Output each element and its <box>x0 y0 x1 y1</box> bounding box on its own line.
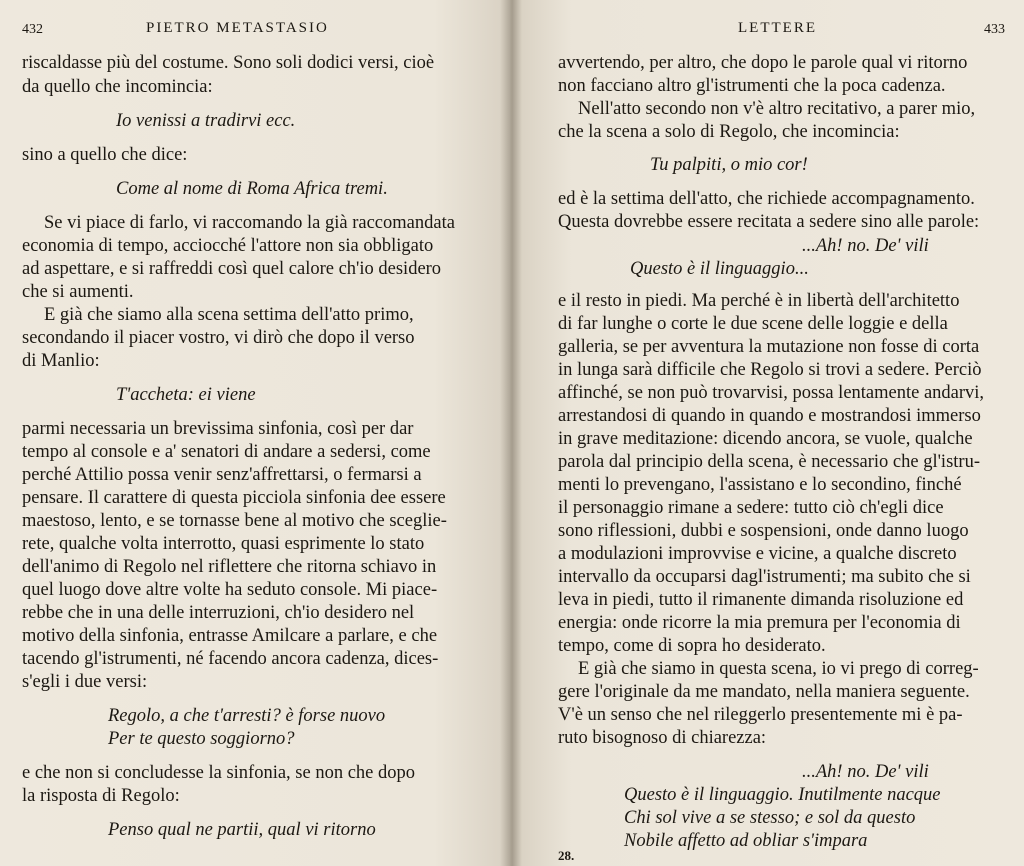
verse-line: ...Ah! no. De' vili <box>802 236 929 256</box>
text-line: sino a quello che dice: <box>22 145 188 165</box>
text-line: galleria, se per avventura la mutazione non fosse di corta <box>558 337 980 357</box>
text-line: rebbe che in una delle interruzioni, ch'io desidero nel <box>22 603 415 623</box>
verse-line: Nobile affetto ad obliar s'impara <box>624 831 868 851</box>
text-line: tacendo gl'istrumenti, né facendo ancora cadenza, dices- <box>22 649 439 669</box>
text-line: in lunga sarà difficile che Regolo si trovi a sedere. Perciò <box>558 360 982 380</box>
text-line: menti lo prevengano, l'assistano e lo secondino, finché <box>558 475 962 495</box>
text-line: parola dal principio della scena, è necessario che gl'istru- <box>558 452 980 472</box>
text-line: E già che siamo alla scena settima dell'atto primo, <box>44 305 414 325</box>
text-line: dell'animo di Regolo nel riflettere che ritorna schiavo in <box>22 557 437 577</box>
text-line: tempo al console e a' senatori di andare a sedersi, come <box>22 442 431 462</box>
left-running-head: PIETRO METASTASIO <box>146 20 329 36</box>
verse-line: Regolo, a che t'arresti? è forse nuovo <box>108 706 386 726</box>
text-line: motivo della sinfonia, entrasse Amilcare a parlare, e che <box>22 626 438 646</box>
text-line: ed è la settima dell'atto, che richiede accompagnamento. <box>558 189 975 209</box>
text-line: riscaldasse più del costume. Sono soli dodici versi, cioè <box>22 53 435 73</box>
text-line: affinché, se non può trovarvisi, possa lentamente andarvi, <box>558 383 985 403</box>
text-line: secondando il piacer vostro, vi dirò che dopo il verso <box>22 328 415 348</box>
text-line: Nell'atto secondo non v'è altro recitativo, a parer mio, <box>578 99 976 119</box>
text-line: tempo, come di sopra ho desiderato. <box>558 636 826 656</box>
text-line: il personaggio rimane a sedere: tutto ciò ch'egli dice <box>558 498 944 518</box>
verse-line: Io venissi a tradirvi ecc. <box>116 111 296 131</box>
text-line: e il resto in piedi. Ma perché è in libertà dell'architetto <box>558 291 960 311</box>
text-line: la risposta di Regolo: <box>22 786 180 806</box>
text-line: rete, qualche volta interrotto, quasi esprimente lo stato <box>22 534 425 554</box>
text-line: Questa dovrebbe essere recitata a sedere sino alle parole: <box>558 212 980 232</box>
right-running-head: LETTERE <box>738 20 817 36</box>
text-line: intervallo da occuparsi dagl'istrumenti; ma subito che si <box>558 567 971 587</box>
text-line: non facciano altro gl'istrumenti che la poca cadenza. <box>558 76 946 96</box>
verse-line: Per te questo soggiorno? <box>108 729 295 749</box>
text-line: a modulazioni improvvise e vicine, a qualche discreto <box>558 544 957 564</box>
text-line: arrestandosi di quando in quando e mostrandosi immerso <box>558 406 981 426</box>
verse-line: Questo è il linguaggio... <box>630 259 809 279</box>
text-line: sono riflessioni, dubbi e sospensioni, onde danno luogo <box>558 521 969 541</box>
text-line: di Manlio: <box>22 351 100 371</box>
text-line: che si aumenti. <box>22 282 134 302</box>
verse-line: Come al nome di Roma Africa tremi. <box>116 179 388 199</box>
verse-line: Questo è il linguaggio. Inutilmente nacque <box>624 785 941 805</box>
verse-line: Chi sol vive a se stesso; e sol da questo <box>624 808 916 828</box>
left-page-number: 432 <box>22 22 43 37</box>
text-line: ad aspettare, e si raffreddi così quel calore ch'io desidero <box>22 259 442 279</box>
text-line: di far lunghe o corte le due scene delle loggie e della <box>558 314 948 334</box>
text-line: perché Attilio possa venir senz'affrettarsi, o fermarsi a <box>22 465 422 485</box>
text-line: E già che siamo in questa scena, io vi prego di correg- <box>578 659 979 679</box>
book-gutter <box>500 0 522 866</box>
text-line: Se vi piace di farlo, vi raccomando la già raccomandata <box>44 213 455 233</box>
text-line: pensare. Il carattere di questa picciola sinfonia dee essere <box>22 488 446 508</box>
text-line: in grave meditazione: dicendo ancora, se vuole, qualche <box>558 429 973 449</box>
text-line: e che non si concludesse la sinfonia, se non che dopo <box>22 763 416 783</box>
right-page <box>510 0 1024 866</box>
text-line: gere l'originale da me mandato, nella maniera seguente. <box>558 682 970 702</box>
text-line: che la scena a solo di Regolo, che incomincia: <box>558 122 900 142</box>
text-line: quel luogo dove altre volte ha seduto console. Mi piace- <box>22 580 438 600</box>
text-line: avvertendo, per altro, che dopo le parole qual vi ritorno <box>558 53 968 73</box>
signature-mark: 28. <box>558 848 575 863</box>
verse-line: Tu palpiti, o mio cor! <box>650 155 808 175</box>
text-line: V'è un senso che nel rileggerlo presentemente mi è pa- <box>558 705 963 725</box>
left-page <box>0 0 510 866</box>
text-line: s'egli i due versi: <box>22 672 148 692</box>
verse-line: T'accheta: ei viene <box>116 385 256 405</box>
text-line: da quello che incomincia: <box>22 77 213 97</box>
verse-line: ...Ah! no. De' vili <box>802 762 929 782</box>
text-line: leva in piedi, tutto il rimanente dimanda risoluzione ed <box>558 590 964 610</box>
verse-line: Penso qual ne partii, qual vi ritorno <box>108 820 376 840</box>
text-line: maestoso, lento, e se tornasse bene al motivo che sceglie- <box>22 511 447 531</box>
text-line: parmi necessaria un brevissima sinfonia, così per dar <box>22 419 414 439</box>
text-line: economia di tempo, acciocché l'attore non sia obbligato <box>22 236 434 256</box>
text-line: ruto bisognoso di chiarezza: <box>558 728 767 748</box>
right-page-number: 433 <box>984 22 1005 37</box>
text-line: energia: onde ricorre la mia premura per l'economia di <box>558 613 961 633</box>
